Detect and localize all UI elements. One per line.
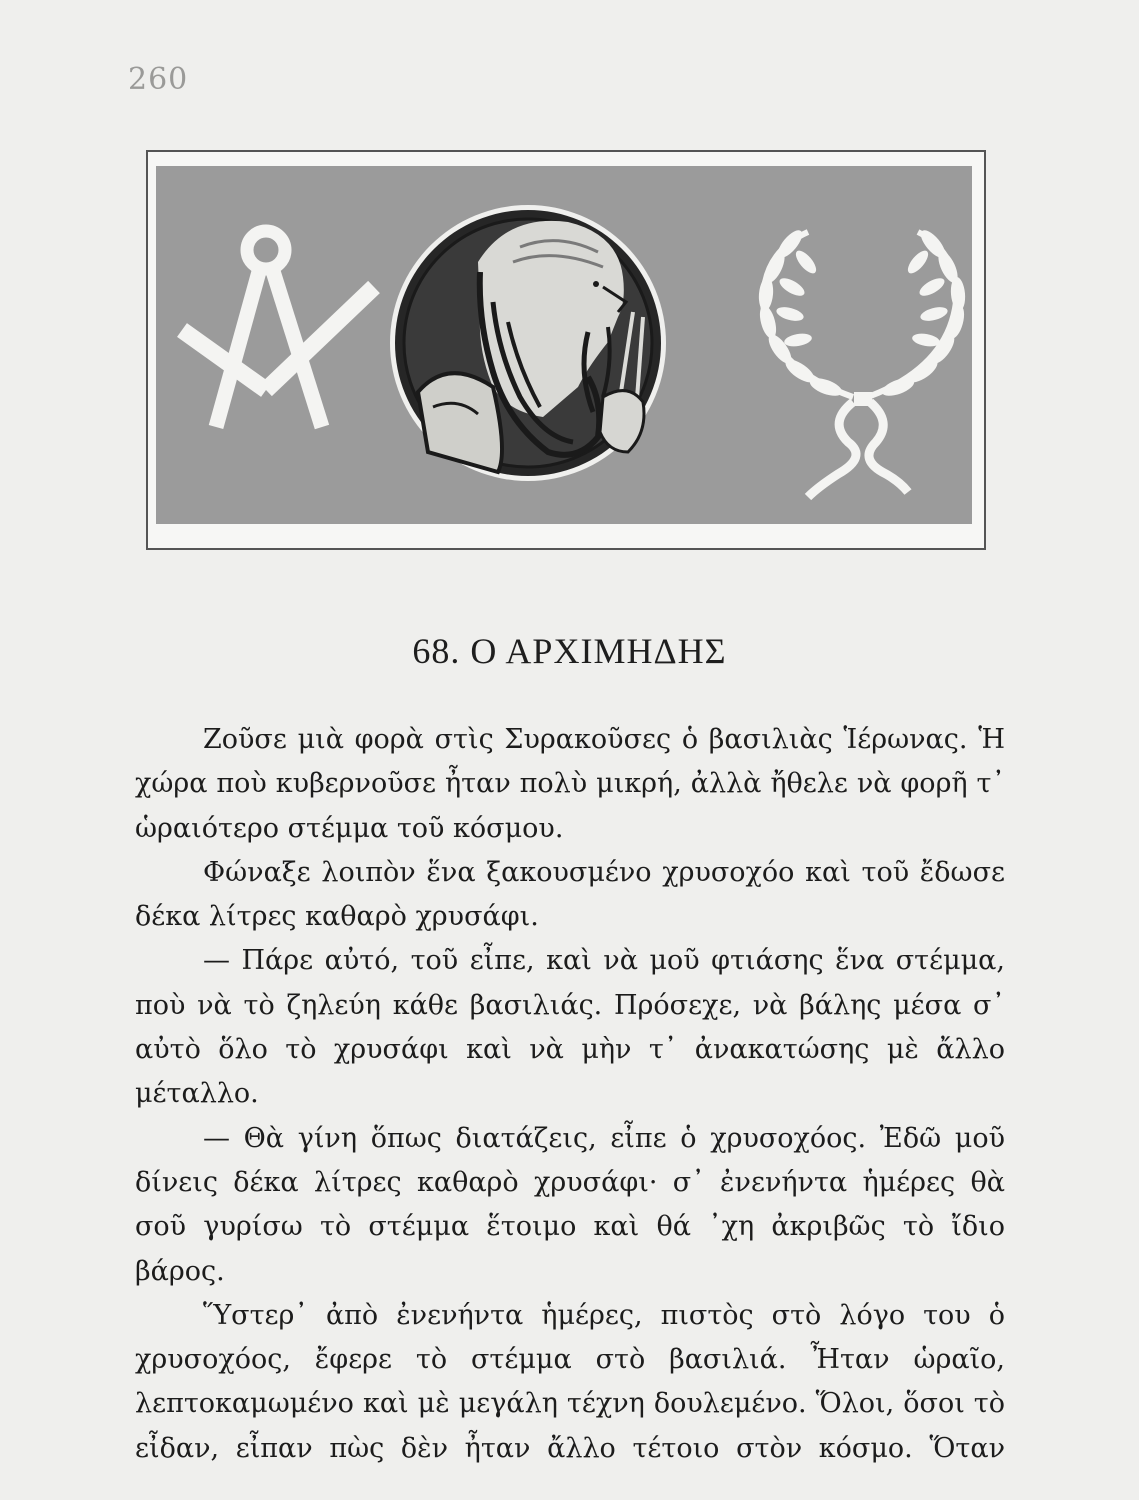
paragraph: Φώναξε λοιπὸν ἕνα ξακουσμένο χρυσοχόο καὶ τοῦ ἔδωσε δέκα λίτρες καθαρὸ χρυσάφι. bbox=[135, 856, 1005, 933]
compass-square-icon bbox=[182, 231, 374, 427]
paragraph: Ὕστερ᾽ ἀπὸ ἐνενήντα ἡμέρες, πιστὸς στὸ λόγο του ὁ χρυσοχόος, ἔφερε τὸ στέμμα στὸ βασιλιά. Ἦταν ὡραῖο, λεπτοκαμωμένο καὶ μὲ μεγάλη τέχνη δουλεμένο. Ὅλοι, ὅσοι τὸ εἶδαν, εἶπαν πὼς δὲν ἦταν ἄλλο τέτοιο στὸν κόσμο. Ὅταν bbox=[135, 1299, 1005, 1464]
chapter-illustration bbox=[146, 150, 986, 550]
paragraph: Ζοῦσε μιὰ φορὰ στὶς Συρακοῦσες ὁ βασιλιὰς Ἱέρωνας. Ἡ χώρα ποὺ κυβερνοῦσε ἦταν πολὺ μικρή, ἀλλὰ ἤθελε νὰ φορῆ τ᾽ ὡραιότερο στέμμα τοῦ κόσμου. bbox=[135, 724, 1005, 844]
paragraph: — Πάρε αὐτό, τοῦ εἶπε, καὶ νὰ μοῦ φτιάσης ἕνα στέμμα, ποὺ νὰ τὸ ζηλεύη κάθε βασιλιάς. Πρόσεχε, νὰ βάλης μέσα σ᾽ αὐτὸ ὅλο τὸ χρυσάφι καὶ νὰ μὴν τ᾽ ἀνακατώσης μὲ ἄλλο μέταλλο. bbox=[135, 945, 1005, 1110]
page-number: 260 bbox=[128, 62, 189, 97]
archimedes-portrait bbox=[390, 205, 666, 481]
paragraph: — Θὰ γίνη ὅπως διατάζεις, εἶπε ὁ χρυσοχόος. Ἐδῶ μοῦ δίνεις δέκα λίτρες καθαρὸ χρυσάφι· σ᾽ ἐνενήντα ἡμέρες θὰ σοῦ γυρίσω τὸ στέμμα ἕτοιμο καὶ θά ᾽χη ἀκριβῶς τὸ ἴδιο βάρος. bbox=[135, 1122, 1005, 1287]
body-text bbox=[135, 718, 1005, 1471]
laurel-wreath-icon bbox=[757, 226, 967, 497]
chapter-title: 68. Ο ΑΡΧΙΜΗΔΗΣ bbox=[412, 631, 727, 671]
